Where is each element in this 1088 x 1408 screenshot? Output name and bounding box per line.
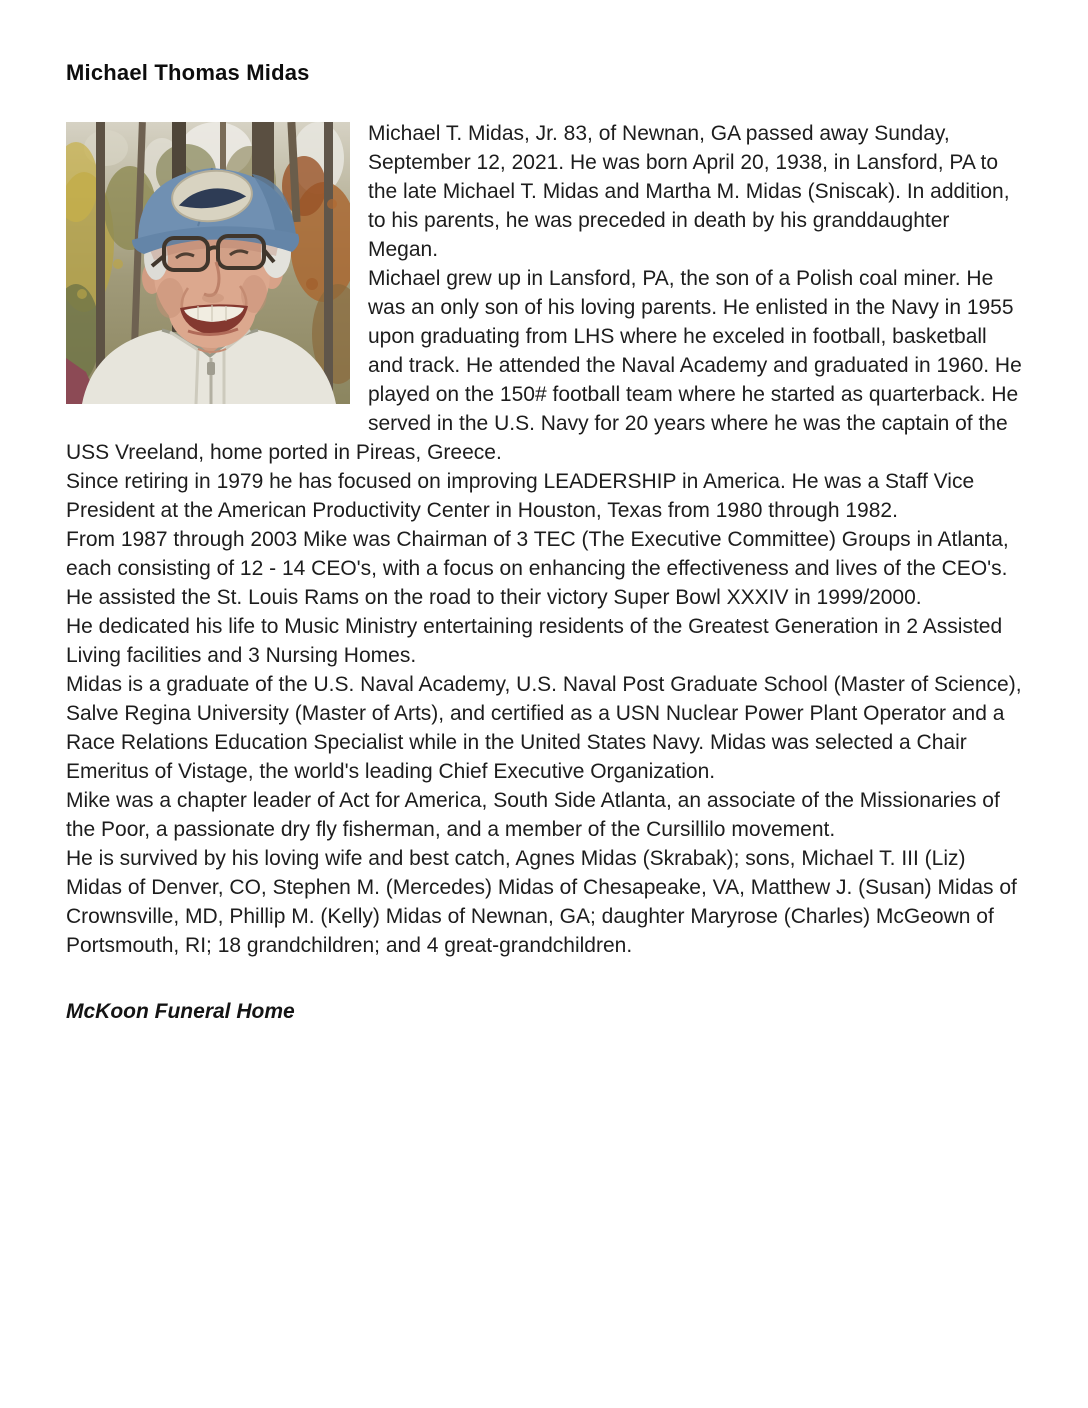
obituary-paragraph: He dedicated his life to Music Ministry entertaining residents of the Greatest Generation in 2 Assisted Living facilities and 3 Nursing Homes. <box>66 615 1003 667</box>
obituary-paragraph: He assisted the St. Louis Rams on the road to their victory Super Bowl XXXIV in 1999/2000. <box>66 586 922 609</box>
funeral-home-signature: McKoon Funeral Home <box>66 1000 295 1023</box>
obituary-paragraph: Michael grew up in Lansford, PA, the son of a Polish coal miner. He was an only son of his loving parents. He enlisted in the Navy in 1955 upon graduating from LHS where he exceled in football, basketball and track. He attended the Naval Academy and graduated in 1960. He played on the 150# football team where he started as quarterback. He served in the U.S. Navy for 20 years where he was the captain of the USS Vreeland, home ported in Pireas, Greece. <box>66 267 1022 464</box>
obituary-paragraph: He is survived by his loving wife and best catch, Agnes Midas (Skrabak); sons, Michael T. III (Liz) Midas of Denver, CO, Stephen M. (Mercedes) Midas of Chesapeake, VA, Matthew J. (Susan) Midas of Crownsville, MD, Phillip M. (Kelly) Midas of Newnan, GA; daughter Maryrose (Charles) McGeown of Portsmouth, RI; 18 grandchildren; and 4 great-grandchildren. <box>66 847 1017 957</box>
obituary-paragraph: Michael T. Midas, Jr. 83, of Newnan, GA passed away Sunday, September 12, 2021. He was born April 20, 1938, in Lansford, PA to the late Michael T. Midas and Martha M. Midas (Sniscak). In addition, to his parents, he was preceded in death by his granddaughter Megan. <box>368 122 1010 261</box>
obituary-paragraph: Midas is a graduate of the U.S. Naval Academy, U.S. Naval Post Graduate School (Master of Science), Salve Regina University (Master of Arts), and certified as a USN Nuclear Power Plant Operator and a Race Relations Education Specialist while in the United States Navy. Midas was selected a Chair Emeritus of Vistage, the world's leading Chief Executive Organization. <box>66 673 1022 783</box>
obituary-paragraph: Since retiring in 1979 he has focused on improving LEADERSHIP in America. He was a Staff Vice President at the American Productivity Center in Houston, Texas from 1980 through 1982. <box>66 470 975 522</box>
obituary-paragraph: Mike was a chapter leader of Act for America, South Side Atlanta, an associate of the Missionaries of the Poor, a passionate dry fly fisherman, and a member of the Cursillilo movement. <box>66 789 1000 841</box>
portrait-photo <box>66 122 350 404</box>
page-title: Michael Thomas Midas <box>66 60 310 85</box>
obituary-body <box>66 119 1022 960</box>
obituary-paragraph: From 1987 through 2003 Mike was Chairman of 3 TEC (The Executive Committee) Groups in Atlanta, each consisting of 12 - 14 CEO's, with a focus on enhancing the effectiveness and lives of the CEO's. <box>66 528 1009 580</box>
